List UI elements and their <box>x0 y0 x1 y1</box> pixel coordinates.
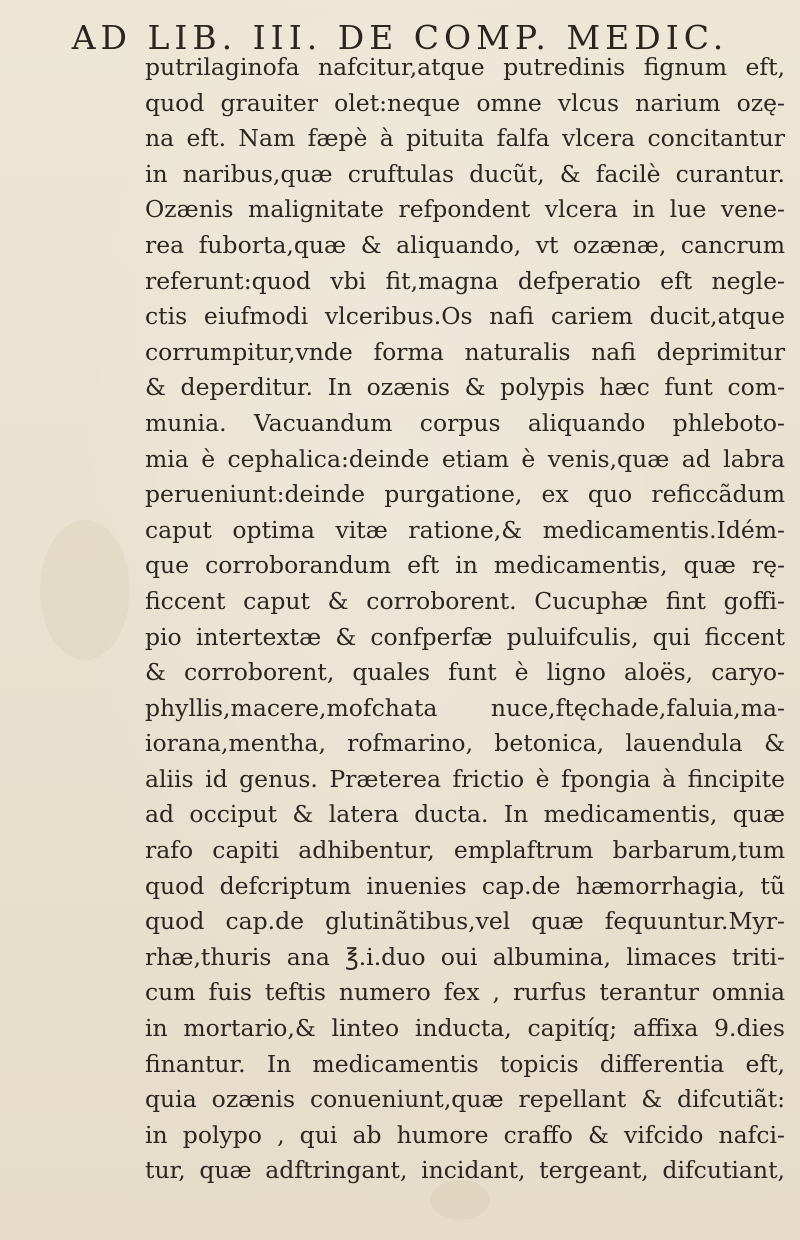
text-line: rea fuborta,quæ & aliquando, vt ozænæ, cancrum <box>145 230 785 259</box>
text-line: & deperditur. In ozænis & polypis hæc funt com- <box>145 373 785 402</box>
paper-stain <box>40 520 130 660</box>
text-line: perueniunt:deinde purgatione, ex quo reficcãdum <box>145 480 785 509</box>
text-line: pio intertextæ & confperfæ puluifculis, qui ficcent <box>145 622 785 651</box>
text-line: quia ozænis conueniunt,quæ repellant & difcutiãt: <box>145 1085 785 1114</box>
text-line: Ozænis malignitate refpondent vlcera in lue vene- <box>145 195 785 224</box>
text-line: & corroborent, quales funt è ligno aloës, caryo- <box>145 658 785 687</box>
text-line: quod grauiter olet:neque omne vlcus narium ozę- <box>145 88 785 117</box>
body-text <box>145 50 785 1189</box>
text-line: ctis eiufmodi vlceribus.Os nafi cariem ducit,atque <box>145 302 785 331</box>
text-line: que corroborandum eft in medicamentis, quæ rę- <box>145 551 785 580</box>
text-line: rafo capiti adhibentur, emplaftrum barbarum,tum <box>145 836 785 865</box>
text-line: ficcent caput & corroborent. Cucuphæ fint goffi- <box>145 586 785 615</box>
text-line: referunt:quod vbi fit,magna defperatio eft negle- <box>145 266 785 295</box>
text-line: na eft. Nam fæpè à pituita falfa vlcera concitantur <box>145 124 785 153</box>
text-line: in naribus,quæ cruftulas ducũt, & facilè curantur. <box>145 159 785 188</box>
text-line: finantur. In medicamentis topicis differentia eft, <box>145 1049 785 1078</box>
text-line: mia è cephalica:deinde etiam è venis,quæ ad labra <box>145 444 785 473</box>
text-line: aliis id genus. Præterea frictio è fpongia à fincipite <box>145 764 785 793</box>
text-line: in mortario,& linteo inducta, capitíq; affixa 9.dies <box>145 1014 785 1043</box>
text-line: munia. Vacuandum corpus aliquando phleboto- <box>145 408 785 437</box>
text-line: tur, quæ adftringant, incidant, tergeant, difcutiant, <box>145 1156 785 1185</box>
running-head: AD LIB. III. DE COMP. MEDIC. <box>71 18 729 57</box>
text-line: corrumpitur,vnde forma naturalis nafi deprimitur <box>145 337 785 366</box>
text-line: quod cap.de glutinãtibus,vel quæ fequuntur.Myr- <box>145 907 785 936</box>
text-line: caput optima vitæ ratione,& medicamentis.Idém- <box>145 515 785 544</box>
text-line: ad occiput & latera ducta. In medicamentis, quæ <box>145 800 785 829</box>
text-line: iorana,mentha, rofmarino, betonica, lauendula & <box>145 729 785 758</box>
text-line: in polypo , qui ab humore craffo & vifcido nafci- <box>145 1120 785 1149</box>
text-line: rhæ,thuris ana ℥.i.duo oui albumina, limaces triti- <box>145 942 785 971</box>
text-line: putrilaginofa nafcitur,atque putredinis fignum eft, <box>145 53 785 81</box>
text-line: phyllis,macere,mofchata nuce,ftęchade,faluia,ma- <box>145 693 785 722</box>
text-line: quod defcriptum inuenies cap.de hæmorrhagia, tũ <box>145 871 785 900</box>
text-line: cum fuis teftis numero fex , rurfus terantur omnia <box>145 978 785 1007</box>
